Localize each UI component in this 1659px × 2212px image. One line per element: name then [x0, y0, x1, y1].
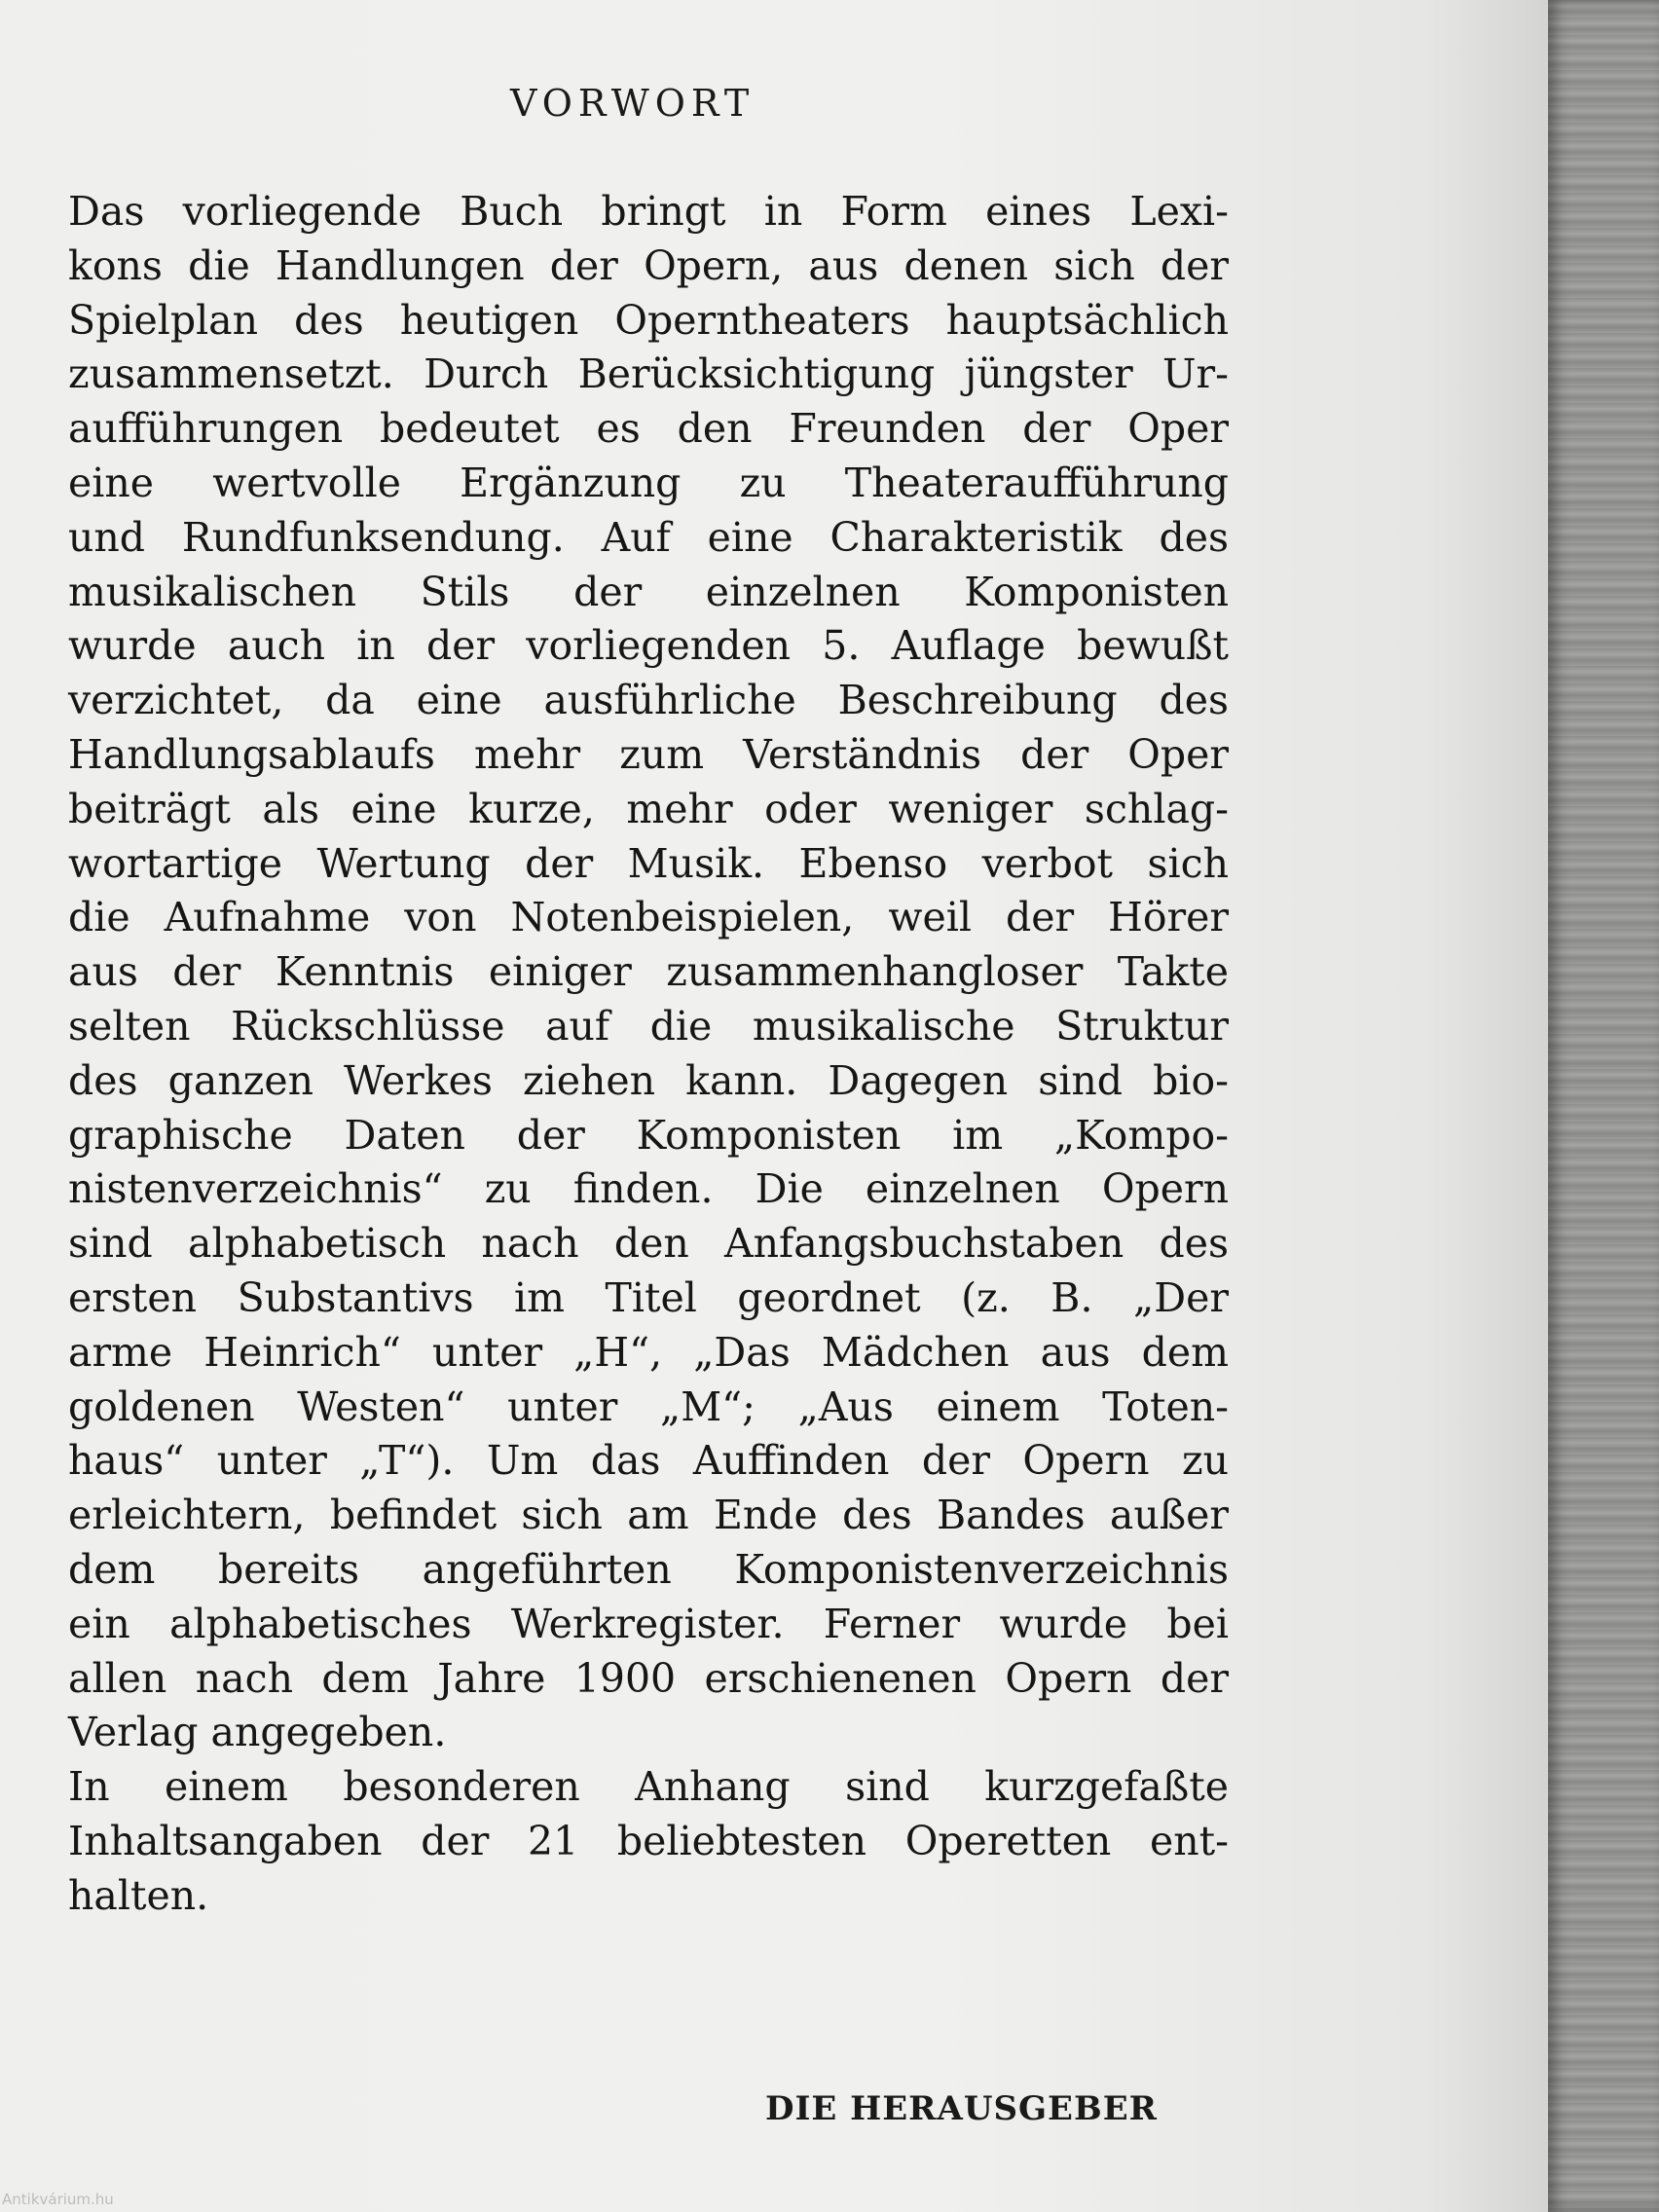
text-line: Handlungsablaufs mehr zum Verständnis der Oper — [68, 730, 1229, 778]
text-line: ersten Substantivs im Titel geordnet (z. B. „Der — [68, 1273, 1229, 1321]
signature: DIE HERAUSGEBER — [765, 2089, 1158, 2128]
text-line: wortartige Wertung der Musik. Ebenso verbot sich — [68, 839, 1229, 887]
watermark: Antikvárium.hu — [2, 2191, 114, 2208]
text-line: goldenen Westen“ unter „M“; „Aus einem Toten- — [68, 1382, 1229, 1430]
text-line: selten Rückschlüsse auf die musikalische Struktur — [68, 1002, 1229, 1050]
text-line: graphische Daten der Komponisten im „Kompo- — [68, 1111, 1229, 1159]
text-line: ein alphabetisches Werkregister. Ferner wurde bei — [68, 1600, 1229, 1647]
text-line: Verlag angegeben. — [68, 1709, 447, 1756]
text-line: beiträgt als eine kurze, mehr oder weniger schlag- — [68, 785, 1229, 832]
text-line: die Aufnahme von Notenbeispielen, weil der Hörer — [68, 894, 1229, 941]
text-line: verzichtet, da eine ausführliche Beschreibung des — [68, 677, 1229, 724]
text-line: zusammensetzt. Durch Berücksichtigung jüngster Ur- — [68, 350, 1229, 398]
text-line: wurde auch in der vorliegenden 5. Auflage bewußt — [68, 622, 1229, 670]
text-line: und Rundfunksendung. Auf eine Charakteristik des — [68, 513, 1229, 561]
text-line: Spielplan des heutigen Operntheaters hauptsächlich — [68, 296, 1229, 344]
book-spine-edge — [1548, 0, 1659, 2212]
text-line: aufführungen bedeutet es den Freunden der Oper — [68, 405, 1229, 453]
text-line: kons die Handlungen der Opern, aus denen sich der — [68, 241, 1229, 289]
text-line: aus der Kenntnis einiger zusammenhangloser Takte — [68, 948, 1229, 996]
text-line: sind alphabetisch nach den Anfangsbuchstaben des — [68, 1220, 1229, 1268]
text-line: eine wertvolle Ergänzung zu Theateraufführung — [68, 459, 1229, 506]
text-line: Das vorliegende Buch bringt in Form eines Lexi- — [68, 188, 1229, 235]
text-line: dem bereits angeführten Komponistenverzeichnis — [68, 1545, 1229, 1593]
text-line: Inhaltsangaben der 21 beliebtesten Operetten ent- — [68, 1817, 1229, 1864]
preface-text — [68, 185, 1229, 1924]
text-line: des ganzen Werkes ziehen kann. Dagegen sind bio- — [68, 1056, 1229, 1104]
page-heading: VORWORT — [510, 82, 756, 125]
text-line: nistenverzeichnis“ zu finden. Die einzelnen Opern — [68, 1165, 1229, 1213]
text-line: In einem besonderen Anhang sind kurzgefaßte — [68, 1763, 1229, 1811]
text-line: halten. — [68, 1871, 209, 1919]
text-line: allen nach dem Jahre 1900 erschienenen Opern der — [68, 1654, 1229, 1702]
text-line: arme Heinrich“ unter „H“, „Das Mädchen aus dem — [68, 1328, 1229, 1376]
text-line: musikalischen Stils der einzelnen Komponisten — [68, 568, 1229, 615]
text-line: erleichtern, befindet sich am Ende des Bandes außer — [68, 1492, 1229, 1539]
text-line: haus“ unter „T“). Um das Auffinden der Opern zu — [68, 1437, 1229, 1485]
